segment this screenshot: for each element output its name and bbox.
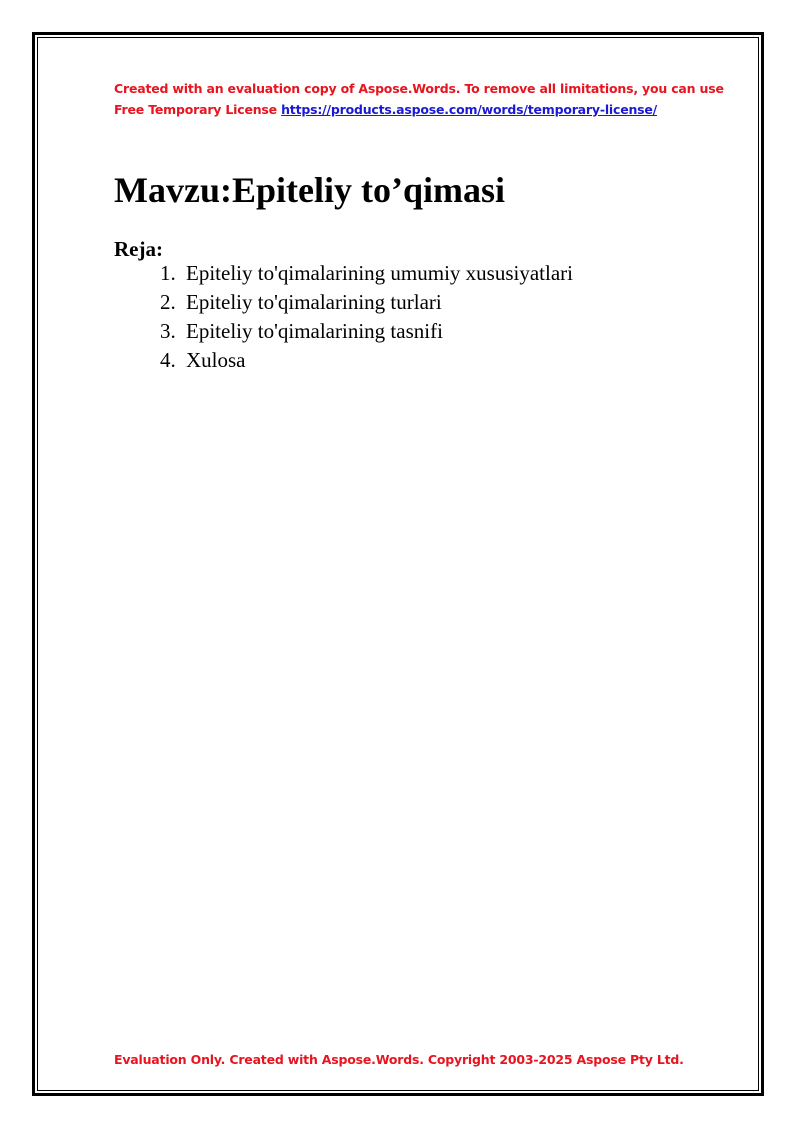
plan-list-item <box>160 259 573 288</box>
plan-list-item <box>160 317 573 346</box>
plan-list-item <box>160 346 573 375</box>
temporary-license-link[interactable]: https://products.aspose.com/words/temporary-license/ <box>281 102 658 117</box>
license-label: Free Temporary License <box>114 102 282 117</box>
plan-item-text: Epiteliy to'qimalarining umumiy xususiyatlari <box>186 261 573 285</box>
evaluation-notice-line2 <box>114 99 734 120</box>
plan-item-text: Epiteliy to'qimalarining tasnifi <box>186 319 443 343</box>
plan-item-text: Epiteliy to'qimalarining turlari <box>186 290 442 314</box>
plan-item-number: 1. <box>160 261 176 285</box>
plan-item-number: 3. <box>160 319 176 343</box>
evaluation-notice-header <box>114 78 734 120</box>
document-title: Mavzu:Epiteliy to’qimasi <box>114 170 505 210</box>
plan-heading: Reja: <box>114 237 163 261</box>
plan-item-text: Xulosa <box>186 348 246 372</box>
plan-list <box>160 259 573 375</box>
plan-item-number: 2. <box>160 290 176 314</box>
evaluation-notice-line1: Created with an evaluation copy of Aspose.Words. To remove all limitations, you can use <box>114 81 724 96</box>
evaluation-notice-footer: Evaluation Only. Created with Aspose.Words. Copyright 2003-2025 Aspose Pty Ltd. <box>114 1052 684 1067</box>
plan-list-item <box>160 288 573 317</box>
plan-item-number: 4. <box>160 348 176 372</box>
